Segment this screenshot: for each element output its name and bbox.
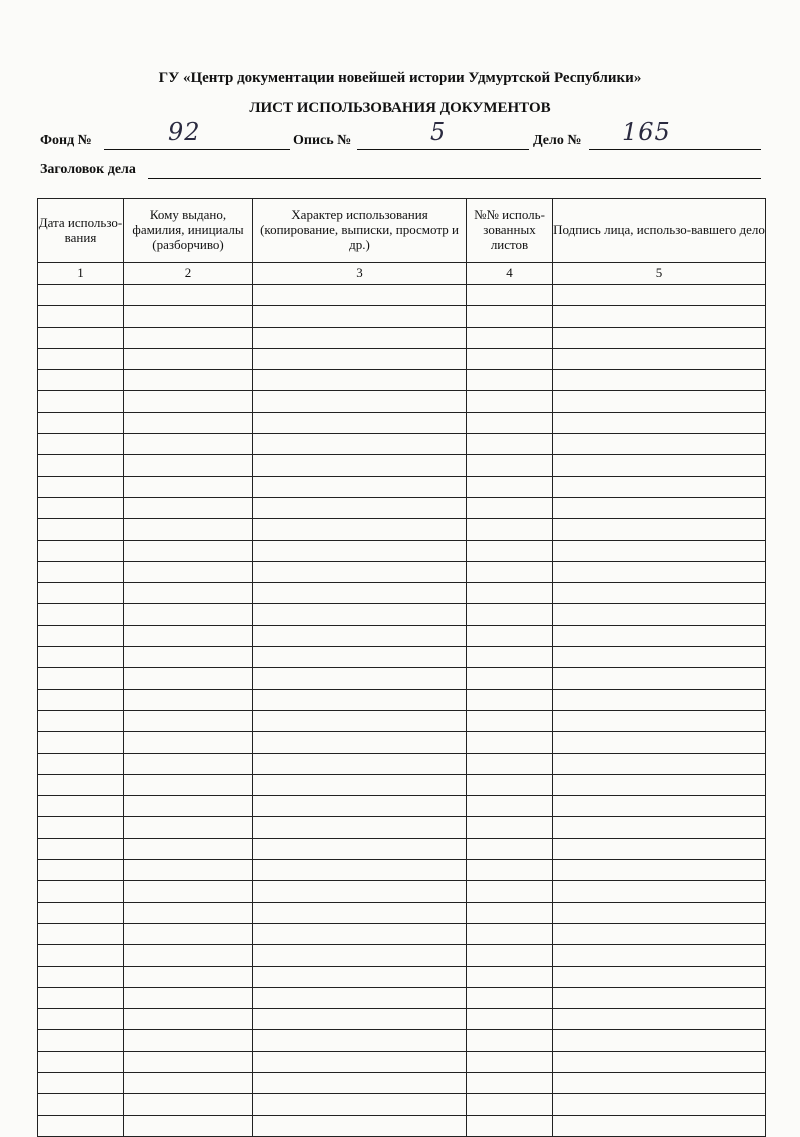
fond-label: Фонд № xyxy=(40,133,92,148)
table-cell[interactable] xyxy=(253,1094,467,1115)
table-cell[interactable] xyxy=(467,1115,553,1136)
table-cell[interactable] xyxy=(38,774,124,795)
table-row xyxy=(38,519,766,540)
table-cell[interactable] xyxy=(124,987,253,1008)
table-cell[interactable] xyxy=(253,1072,467,1093)
table-cell[interactable] xyxy=(467,604,553,625)
table-row xyxy=(38,434,766,455)
table-row xyxy=(38,583,766,604)
table-cell[interactable] xyxy=(124,945,253,966)
table-cell[interactable] xyxy=(467,434,553,455)
delo-value: 165 xyxy=(622,118,671,146)
table-cell[interactable] xyxy=(467,561,553,582)
table-cell[interactable] xyxy=(467,476,553,497)
table-cell[interactable] xyxy=(124,625,253,646)
table-cell[interactable] xyxy=(467,412,553,433)
table-row xyxy=(38,1072,766,1093)
table-cell[interactable] xyxy=(124,647,253,668)
table-cell[interactable] xyxy=(38,519,124,540)
table-cell[interactable] xyxy=(38,881,124,902)
table-cell[interactable] xyxy=(124,434,253,455)
table-cell[interactable] xyxy=(38,476,124,497)
table-cell[interactable] xyxy=(124,668,253,689)
table-cell[interactable] xyxy=(253,689,467,710)
table-cell[interactable] xyxy=(553,647,766,668)
table-cell[interactable] xyxy=(124,1115,253,1136)
table-cell[interactable] xyxy=(553,306,766,327)
table-cell[interactable] xyxy=(467,540,553,561)
table-cell[interactable] xyxy=(553,945,766,966)
table-cell[interactable] xyxy=(253,923,467,944)
table-cell[interactable] xyxy=(253,434,467,455)
table-cell[interactable] xyxy=(38,710,124,731)
table-cell[interactable] xyxy=(467,860,553,881)
table-cell[interactable] xyxy=(253,348,467,369)
table-cell[interactable] xyxy=(124,476,253,497)
organization-name: ГУ «Центр документации новейшей истории Удмуртской Республики» xyxy=(158,70,642,86)
table-cell[interactable] xyxy=(467,647,553,668)
table-row xyxy=(38,923,766,944)
table-cell[interactable] xyxy=(38,668,124,689)
table-row xyxy=(38,285,766,306)
table-cell[interactable] xyxy=(467,732,553,753)
table-cell[interactable] xyxy=(38,1115,124,1136)
table-cell[interactable] xyxy=(253,732,467,753)
column-number: 3 xyxy=(253,263,467,285)
table-cell[interactable] xyxy=(467,348,553,369)
table-cell[interactable] xyxy=(467,306,553,327)
table-cell[interactable] xyxy=(38,647,124,668)
table-row xyxy=(38,796,766,817)
table-cell[interactable] xyxy=(467,1030,553,1051)
table-cell[interactable] xyxy=(124,412,253,433)
table-row xyxy=(38,306,766,327)
table-cell[interactable] xyxy=(553,604,766,625)
table-cell[interactable] xyxy=(253,902,467,923)
table-cell[interactable] xyxy=(467,923,553,944)
table-cell[interactable] xyxy=(253,1030,467,1051)
table-cell[interactable] xyxy=(124,604,253,625)
table-cell[interactable] xyxy=(553,710,766,731)
table-row xyxy=(38,732,766,753)
table-row xyxy=(38,668,766,689)
table-row xyxy=(38,540,766,561)
table-row xyxy=(38,902,766,923)
table-row xyxy=(38,689,766,710)
table-cell[interactable] xyxy=(124,583,253,604)
table-cell[interactable] xyxy=(253,327,467,348)
table-row xyxy=(38,647,766,668)
table-cell[interactable] xyxy=(124,306,253,327)
table-cell[interactable] xyxy=(553,817,766,838)
table-cell[interactable] xyxy=(124,327,253,348)
table-cell[interactable] xyxy=(253,370,467,391)
table-cell[interactable] xyxy=(124,370,253,391)
table-cell[interactable] xyxy=(467,391,553,412)
table-cell[interactable] xyxy=(553,497,766,518)
table-cell[interactable] xyxy=(38,497,124,518)
table-cell[interactable] xyxy=(553,668,766,689)
table-cell[interactable] xyxy=(124,860,253,881)
table-cell[interactable] xyxy=(38,923,124,944)
table-cell[interactable] xyxy=(124,540,253,561)
table-cell[interactable] xyxy=(553,1030,766,1051)
table-row xyxy=(38,774,766,795)
delo-label: Дело № xyxy=(533,133,582,148)
table-row xyxy=(38,327,766,348)
table-cell[interactable] xyxy=(553,561,766,582)
table-cell[interactable] xyxy=(253,561,467,582)
table-cell[interactable] xyxy=(124,689,253,710)
table-cell[interactable] xyxy=(467,625,553,646)
table-cell[interactable] xyxy=(553,625,766,646)
table-cell[interactable] xyxy=(38,838,124,859)
table-cell[interactable] xyxy=(253,391,467,412)
column-header-date: Дата использо-вания xyxy=(38,199,124,263)
table-cell[interactable] xyxy=(553,370,766,391)
table-cell[interactable] xyxy=(467,710,553,731)
table-cell[interactable] xyxy=(38,902,124,923)
table-cell[interactable] xyxy=(253,966,467,987)
table-cell[interactable] xyxy=(553,391,766,412)
table-cell[interactable] xyxy=(553,987,766,1008)
table-row xyxy=(38,1051,766,1072)
table-cell[interactable] xyxy=(38,817,124,838)
table-cell[interactable] xyxy=(467,987,553,1008)
table-row xyxy=(38,1115,766,1136)
table-cell[interactable] xyxy=(38,689,124,710)
table-cell[interactable] xyxy=(38,348,124,369)
table-cell[interactable] xyxy=(38,1009,124,1030)
table-cell[interactable] xyxy=(467,881,553,902)
table-cell[interactable] xyxy=(124,1094,253,1115)
table-cell[interactable] xyxy=(38,370,124,391)
table-cell[interactable] xyxy=(124,732,253,753)
table-cell[interactable] xyxy=(38,860,124,881)
table-cell[interactable] xyxy=(38,1030,124,1051)
table-cell[interactable] xyxy=(553,455,766,476)
table-cell[interactable] xyxy=(253,412,467,433)
table-row xyxy=(38,348,766,369)
column-number: 5 xyxy=(553,263,766,285)
table-cell[interactable] xyxy=(124,1030,253,1051)
table-cell[interactable] xyxy=(253,945,467,966)
table-row xyxy=(38,753,766,774)
table-cell[interactable] xyxy=(467,327,553,348)
table-cell[interactable] xyxy=(253,1009,467,1030)
table-cell[interactable] xyxy=(38,327,124,348)
table-cell[interactable] xyxy=(124,1072,253,1093)
table-cell[interactable] xyxy=(553,753,766,774)
table-cell[interactable] xyxy=(553,519,766,540)
table-cell[interactable] xyxy=(38,796,124,817)
table-cell[interactable] xyxy=(467,945,553,966)
table-cell[interactable] xyxy=(124,902,253,923)
table-cell[interactable] xyxy=(553,476,766,497)
table-cell[interactable] xyxy=(124,1051,253,1072)
table-cell[interactable] xyxy=(38,583,124,604)
table-cell[interactable] xyxy=(467,497,553,518)
table-cell[interactable] xyxy=(124,455,253,476)
table-cell[interactable] xyxy=(124,753,253,774)
table-cell[interactable] xyxy=(38,945,124,966)
zagolovok-label: Заголовок дела xyxy=(40,162,136,177)
table-row xyxy=(38,945,766,966)
table-cell[interactable] xyxy=(553,540,766,561)
table-cell[interactable] xyxy=(467,1072,553,1093)
table-cell[interactable] xyxy=(253,519,467,540)
table-row xyxy=(38,604,766,625)
table-cell[interactable] xyxy=(467,689,553,710)
table-cell[interactable] xyxy=(253,583,467,604)
table-cell[interactable] xyxy=(38,391,124,412)
table-cell[interactable] xyxy=(38,753,124,774)
table-row xyxy=(38,817,766,838)
table-cell[interactable] xyxy=(253,285,467,306)
document-title: ЛИСТ ИСПОЛЬЗОВАНИЯ ДОКУМЕНТОВ xyxy=(249,100,551,116)
table-cell[interactable] xyxy=(38,285,124,306)
delo-field[interactable] xyxy=(589,131,761,150)
opis-label: Опись № xyxy=(293,133,352,148)
table-cell[interactable] xyxy=(253,881,467,902)
table-cell[interactable] xyxy=(553,774,766,795)
zagolovok-field[interactable] xyxy=(148,160,761,179)
table-cell[interactable] xyxy=(553,1051,766,1072)
table-cell[interactable] xyxy=(553,923,766,944)
table-cell[interactable] xyxy=(253,774,467,795)
table-row xyxy=(38,497,766,518)
table-cell[interactable] xyxy=(124,519,253,540)
table-row xyxy=(38,412,766,433)
table-cell[interactable] xyxy=(38,561,124,582)
table-cell[interactable] xyxy=(124,817,253,838)
table-cell[interactable] xyxy=(553,902,766,923)
table-cell[interactable] xyxy=(553,327,766,348)
column-header-sheets: №№ исполь-зованных листов xyxy=(467,199,553,263)
table-cell[interactable] xyxy=(553,689,766,710)
column-number: 1 xyxy=(38,263,124,285)
table-cell[interactable] xyxy=(553,966,766,987)
table-cell[interactable] xyxy=(38,412,124,433)
table-cell[interactable] xyxy=(253,455,467,476)
opis-value: 5 xyxy=(430,118,447,146)
table-row xyxy=(38,860,766,881)
table-cell[interactable] xyxy=(253,796,467,817)
table-row xyxy=(38,455,766,476)
table-row xyxy=(38,1009,766,1030)
table-row xyxy=(38,561,766,582)
table-row xyxy=(38,370,766,391)
table-row xyxy=(38,391,766,412)
table-cell[interactable] xyxy=(553,348,766,369)
table-cell[interactable] xyxy=(38,434,124,455)
table-cell[interactable] xyxy=(553,1009,766,1030)
table-cell[interactable] xyxy=(253,987,467,1008)
table-cell[interactable] xyxy=(467,455,553,476)
table-cell[interactable] xyxy=(553,583,766,604)
column-header-usage-type: Характер использования (копирование, выписки, просмотр и др.) xyxy=(253,199,467,263)
fond-value: 92 xyxy=(168,118,201,146)
table-cell[interactable] xyxy=(553,796,766,817)
table-cell[interactable] xyxy=(467,1051,553,1072)
table-cell[interactable] xyxy=(253,817,467,838)
table-cell[interactable] xyxy=(553,732,766,753)
table-cell[interactable] xyxy=(38,1072,124,1093)
table-cell[interactable] xyxy=(253,625,467,646)
table-cell[interactable] xyxy=(253,838,467,859)
table-cell[interactable] xyxy=(38,306,124,327)
table-cell[interactable] xyxy=(253,604,467,625)
table-row xyxy=(38,625,766,646)
table-cell[interactable] xyxy=(253,1115,467,1136)
table-cell[interactable] xyxy=(124,966,253,987)
table-cell[interactable] xyxy=(124,561,253,582)
table-cell[interactable] xyxy=(553,412,766,433)
table-cell[interactable] xyxy=(253,753,467,774)
table-cell[interactable] xyxy=(124,391,253,412)
table-row xyxy=(38,1094,766,1115)
table-cell[interactable] xyxy=(38,604,124,625)
table-cell[interactable] xyxy=(467,838,553,859)
table-cell[interactable] xyxy=(467,774,553,795)
table-cell[interactable] xyxy=(467,370,553,391)
table-cell[interactable] xyxy=(553,1094,766,1115)
table-cell[interactable] xyxy=(124,881,253,902)
column-header-recipient: Кому выдано, фамилия, инициалы (разборчиво) xyxy=(124,199,253,263)
table-cell[interactable] xyxy=(38,966,124,987)
table-cell[interactable] xyxy=(38,732,124,753)
table-cell[interactable] xyxy=(38,540,124,561)
table-cell[interactable] xyxy=(553,1072,766,1093)
table-cell[interactable] xyxy=(467,285,553,306)
column-header-signature: Подпись лица, использо-вавшего дело xyxy=(553,199,766,263)
usage-table xyxy=(37,198,766,1137)
table-cell[interactable] xyxy=(124,774,253,795)
table-cell[interactable] xyxy=(253,710,467,731)
table-cell[interactable] xyxy=(253,668,467,689)
table-cell[interactable] xyxy=(553,434,766,455)
table-row xyxy=(38,710,766,731)
table-row xyxy=(38,838,766,859)
table-cell[interactable] xyxy=(124,285,253,306)
table-cell[interactable] xyxy=(124,710,253,731)
table-cell[interactable] xyxy=(467,796,553,817)
table-cell[interactable] xyxy=(553,881,766,902)
table-cell[interactable] xyxy=(553,285,766,306)
table-cell[interactable] xyxy=(124,1009,253,1030)
table-cell[interactable] xyxy=(38,987,124,1008)
table-cell[interactable] xyxy=(553,838,766,859)
table-cell[interactable] xyxy=(467,1094,553,1115)
table-cell[interactable] xyxy=(124,348,253,369)
table-cell[interactable] xyxy=(253,306,467,327)
table-cell[interactable] xyxy=(253,476,467,497)
table-cell[interactable] xyxy=(467,966,553,987)
table-cell[interactable] xyxy=(253,497,467,518)
table-row xyxy=(38,476,766,497)
table-cell[interactable] xyxy=(38,625,124,646)
table-cell[interactable] xyxy=(38,1051,124,1072)
table-row xyxy=(38,1030,766,1051)
table-cell[interactable] xyxy=(467,583,553,604)
table-row xyxy=(38,987,766,1008)
column-number: 2 xyxy=(124,263,253,285)
table-cell[interactable] xyxy=(253,540,467,561)
table-cell[interactable] xyxy=(467,753,553,774)
table-cell[interactable] xyxy=(253,647,467,668)
table-cell[interactable] xyxy=(124,838,253,859)
table-cell[interactable] xyxy=(553,1115,766,1136)
table-cell[interactable] xyxy=(467,519,553,540)
table-cell[interactable] xyxy=(553,860,766,881)
column-number: 4 xyxy=(467,263,553,285)
table-cell[interactable] xyxy=(467,902,553,923)
table-cell[interactable] xyxy=(253,860,467,881)
table-cell[interactable] xyxy=(38,1094,124,1115)
table-cell[interactable] xyxy=(467,668,553,689)
table-cell[interactable] xyxy=(124,796,253,817)
table-cell[interactable] xyxy=(38,455,124,476)
table-row xyxy=(38,881,766,902)
table-cell[interactable] xyxy=(124,923,253,944)
table-cell[interactable] xyxy=(124,497,253,518)
table-cell[interactable] xyxy=(467,817,553,838)
table-row xyxy=(38,966,766,987)
table-cell[interactable] xyxy=(467,1009,553,1030)
table-cell[interactable] xyxy=(253,1051,467,1072)
